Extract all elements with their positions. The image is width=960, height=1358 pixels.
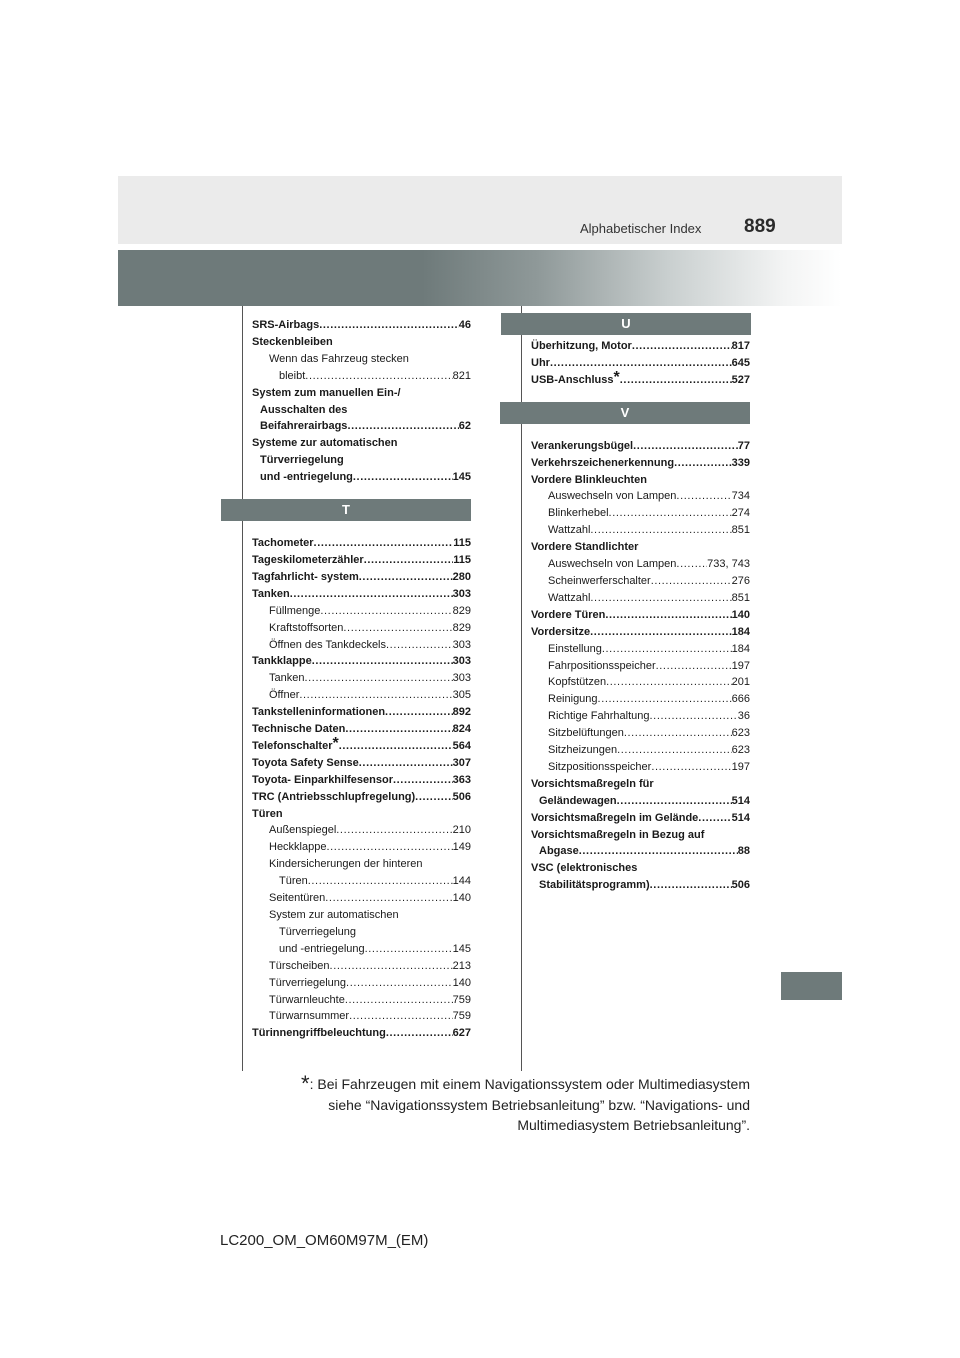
dot-leader bbox=[550, 355, 732, 372]
dot-leader bbox=[617, 793, 732, 810]
index-entry bbox=[252, 317, 471, 334]
dot-leader bbox=[579, 843, 738, 860]
dot-leader bbox=[330, 958, 453, 975]
index-entry bbox=[252, 334, 471, 351]
index-entry bbox=[252, 721, 471, 738]
index-entry-page: 303 bbox=[452, 587, 471, 600]
index-entry-page: 184 bbox=[731, 642, 750, 655]
index-entry-page: 145 bbox=[452, 471, 471, 484]
index-entry-term: Tanken bbox=[269, 672, 305, 685]
dot-leader bbox=[339, 738, 453, 755]
index-entry-term: Kopfstützen bbox=[548, 676, 607, 689]
index-entry bbox=[252, 856, 471, 873]
index-entry-page: 140 bbox=[731, 608, 750, 621]
dot-leader bbox=[349, 1008, 453, 1025]
index-entry-term: Wattzahl bbox=[548, 524, 591, 537]
index-entry bbox=[531, 691, 750, 708]
index-entry-term: Türscheiben bbox=[269, 959, 330, 972]
index-entry-page: 197 bbox=[731, 760, 750, 773]
index-entry-page: 307 bbox=[452, 756, 471, 769]
index-entry bbox=[531, 708, 750, 725]
dot-leader bbox=[674, 455, 732, 472]
index-entry bbox=[252, 839, 471, 856]
dot-leader bbox=[304, 670, 452, 687]
index-entry bbox=[252, 603, 471, 620]
section-title: Alphabetischer Index bbox=[580, 221, 702, 236]
index-entry-term: Öffner bbox=[269, 689, 300, 702]
index-entry-page: 645 bbox=[731, 356, 750, 369]
index-entry-term: USB-Anschluss bbox=[531, 373, 614, 386]
index-entry bbox=[531, 338, 750, 355]
index-entry bbox=[252, 535, 471, 552]
index-entry bbox=[531, 607, 750, 624]
index-entry bbox=[531, 658, 750, 675]
dot-leader bbox=[343, 620, 452, 637]
index-entry-term: Tachometer bbox=[252, 537, 314, 550]
footnote bbox=[270, 1071, 750, 1136]
header-band bbox=[118, 176, 842, 244]
index-entry bbox=[531, 793, 750, 810]
index-entry bbox=[252, 822, 471, 839]
index-entry-page: 339 bbox=[731, 456, 750, 469]
dot-leader bbox=[336, 822, 452, 839]
index-entry-term: Uhr bbox=[531, 356, 550, 369]
index-entry-term: Vordere Türen bbox=[531, 608, 606, 621]
index-entry bbox=[531, 505, 750, 522]
dot-leader bbox=[325, 890, 452, 907]
dot-leader bbox=[590, 590, 731, 607]
index-entry-term: Sitzbelüftungen bbox=[548, 727, 624, 740]
dot-leader bbox=[364, 552, 454, 569]
index-entry-term: Reinigung bbox=[548, 693, 598, 706]
index-entry-term: Geländewagen bbox=[539, 794, 617, 807]
dot-leader bbox=[651, 573, 732, 590]
index-entry-term: Füllmenge bbox=[269, 604, 321, 617]
index-entry-term: Außenspiegel bbox=[269, 824, 337, 837]
index-entry-term: Türwarnsummer bbox=[269, 1010, 350, 1023]
index-entry-term: Auswechseln von Lampen bbox=[548, 558, 677, 571]
index-entry bbox=[531, 674, 750, 691]
index-entry-page: 733, 743 bbox=[707, 558, 750, 571]
index-entry-term: Richtige Fahrhaltung bbox=[548, 710, 650, 723]
index-entry-term: Türverriegelung bbox=[260, 454, 344, 467]
index-entry bbox=[531, 641, 750, 658]
footnote-star: * bbox=[301, 1071, 310, 1096]
index-entry-page: 627 bbox=[452, 1027, 471, 1040]
index-entry bbox=[531, 877, 750, 894]
dot-leader bbox=[617, 742, 732, 759]
index-entry bbox=[252, 755, 471, 772]
index-entry-page: 197 bbox=[731, 659, 750, 672]
index-entry bbox=[252, 620, 471, 637]
index-entry-page: 734 bbox=[731, 490, 750, 503]
index-entry bbox=[531, 742, 750, 759]
index-entry-page: 514 bbox=[731, 811, 750, 824]
dot-leader bbox=[620, 372, 732, 389]
index-entry bbox=[252, 452, 471, 469]
index-entry-term: TRC (Antriebsschlupfregelung) bbox=[252, 790, 416, 803]
index-entry bbox=[531, 573, 750, 590]
index-entry-page: 115 bbox=[453, 537, 471, 550]
index-entry bbox=[531, 539, 750, 556]
index-entry bbox=[531, 556, 750, 573]
index-entry-term: Türverriegelung bbox=[269, 976, 347, 989]
index-column-right bbox=[531, 338, 750, 894]
dot-leader bbox=[299, 687, 452, 704]
index-entry bbox=[531, 860, 750, 877]
index-entry-page: 759 bbox=[452, 993, 471, 1006]
dot-leader bbox=[308, 873, 453, 890]
dot-leader bbox=[386, 637, 453, 654]
index-entry-term: Abgase bbox=[539, 845, 579, 858]
index-entry bbox=[252, 806, 471, 823]
letter-band-t: T bbox=[221, 499, 471, 521]
dot-leader bbox=[386, 1025, 453, 1042]
index-entry-page: 210 bbox=[452, 824, 471, 837]
index-entry-page: 564 bbox=[452, 739, 471, 752]
index-entry-term: Vorsichtsmaßregeln im Gelände bbox=[531, 811, 699, 824]
index-entry-page: 817 bbox=[731, 340, 750, 352]
index-entry-term: Öffnen des Tankdeckels bbox=[269, 638, 387, 651]
dot-leader bbox=[347, 418, 458, 435]
chapter-side-tab bbox=[781, 972, 842, 1000]
dot-leader bbox=[305, 368, 452, 385]
document-code: LC200_OM_OM60M97M_(EM) bbox=[220, 1232, 429, 1249]
index-entry bbox=[531, 759, 750, 776]
index-entry-page: 36 bbox=[737, 710, 750, 723]
index-entry bbox=[531, 472, 750, 489]
index-entry bbox=[252, 907, 471, 924]
index-entry-page: 821 bbox=[452, 369, 471, 382]
index-entry bbox=[252, 1008, 471, 1025]
dot-leader bbox=[385, 704, 453, 721]
index-entry-term: SRS-Airbags bbox=[252, 319, 320, 331]
dot-leader bbox=[598, 691, 732, 708]
dot-leader bbox=[624, 725, 732, 742]
index-entry-page: 305 bbox=[452, 689, 471, 702]
footnote-line-2: siehe “Navigationssystem Betriebsanleitung” bzw. “Navigations- und bbox=[328, 1096, 750, 1113]
index-entry bbox=[252, 469, 471, 486]
index-entry bbox=[252, 975, 471, 992]
index-entry-page: 276 bbox=[731, 574, 750, 587]
index-entry-page: 303 bbox=[452, 672, 471, 685]
index-entry bbox=[531, 455, 750, 472]
dot-leader bbox=[605, 607, 731, 624]
index-entry-term: und -entriegelung bbox=[279, 942, 365, 955]
dot-leader bbox=[676, 488, 731, 505]
index-entry bbox=[252, 435, 471, 452]
index-entry bbox=[252, 941, 471, 958]
index-entry-term: bleibt bbox=[279, 369, 306, 382]
index-entry bbox=[252, 890, 471, 907]
dot-leader bbox=[656, 658, 732, 675]
index-entry-term: und -entriegelung bbox=[260, 471, 353, 484]
index-entry-term: Blinkerhebel bbox=[548, 507, 609, 520]
index-entry-page: 851 bbox=[731, 524, 750, 537]
index-entry-page: 62 bbox=[458, 420, 471, 433]
index-entry-page: 829 bbox=[452, 621, 471, 634]
dot-leader bbox=[353, 469, 453, 486]
index-entry-term: Scheinwerferschalter bbox=[548, 574, 651, 587]
index-entry-term: Tankklappe bbox=[252, 655, 312, 668]
index-entry bbox=[252, 586, 471, 603]
index-entry-term: Telefonschalter bbox=[252, 739, 333, 752]
index-entry bbox=[252, 1025, 471, 1042]
index-entry bbox=[252, 552, 471, 569]
dot-leader bbox=[609, 505, 732, 522]
index-entry-page: 303 bbox=[452, 655, 471, 668]
index-entry-term: Türinnengriffbeleuchtung bbox=[252, 1027, 386, 1040]
index-entry-page: 506 bbox=[731, 879, 750, 892]
dot-leader bbox=[590, 522, 731, 539]
index-entry bbox=[531, 438, 750, 455]
index-entry-term: Kindersicherungen der hinteren bbox=[269, 858, 423, 871]
index-entry-term: Verkehrszeichenerkennung bbox=[531, 456, 675, 469]
dot-leader bbox=[319, 317, 459, 334]
index-entry-page: 759 bbox=[452, 1010, 471, 1023]
dot-leader bbox=[365, 941, 453, 958]
index-entry bbox=[252, 772, 471, 789]
page-number: 889 bbox=[744, 216, 776, 237]
dot-leader bbox=[606, 674, 732, 691]
dot-leader bbox=[359, 569, 453, 586]
index-entry bbox=[252, 687, 471, 704]
dot-leader bbox=[290, 586, 453, 603]
index-entry bbox=[252, 958, 471, 975]
index-entry bbox=[531, 488, 750, 505]
index-entry bbox=[252, 402, 471, 419]
footnote-line-3: Multimediasystem Betriebsanleitung”. bbox=[517, 1117, 750, 1133]
index-entry-term: Heckklappe bbox=[269, 841, 327, 854]
index-entry bbox=[531, 355, 750, 372]
dot-leader bbox=[602, 641, 732, 658]
index-entry-page: 506 bbox=[452, 790, 471, 803]
index-entry-page: 892 bbox=[452, 706, 471, 719]
dot-leader bbox=[676, 556, 707, 573]
index-entry-term: Kraftstoffsorten bbox=[269, 621, 344, 634]
index-entry bbox=[252, 385, 471, 402]
dot-leader bbox=[590, 624, 732, 641]
letter-band-v: V bbox=[500, 402, 750, 424]
index-entry bbox=[252, 704, 471, 721]
index-entry bbox=[252, 924, 471, 941]
header-gradient-bar bbox=[118, 250, 842, 306]
index-entry-term: Türen bbox=[252, 807, 283, 820]
dot-leader bbox=[698, 810, 731, 827]
dot-leader bbox=[320, 603, 452, 620]
index-entry-term: Türwarnleuchte bbox=[269, 993, 345, 1006]
index-entry-term: Fahrpositionsspeicher bbox=[548, 659, 656, 672]
index-entry-page: 213 bbox=[452, 959, 471, 972]
index-entry-term: System zur automatischen bbox=[269, 909, 399, 921]
index-entry-term: Vorsichtsmaßregeln für bbox=[531, 777, 654, 790]
index-entry-page: 527 bbox=[731, 373, 750, 386]
dot-leader bbox=[346, 975, 453, 992]
index-entry-page: 115 bbox=[453, 553, 471, 566]
index-entry bbox=[531, 725, 750, 742]
dot-leader bbox=[632, 338, 732, 355]
index-entry: Telefonschalter * ..... 564 bbox=[252, 738, 471, 755]
index-entry-page: 514 bbox=[731, 794, 750, 807]
dot-leader bbox=[359, 755, 453, 772]
index-entry-page: 623 bbox=[731, 727, 750, 740]
index-entry bbox=[252, 873, 471, 890]
index-entry-term: Tanken bbox=[252, 587, 290, 600]
index-entry bbox=[252, 653, 471, 670]
index-entry-term: System zum manuellen Ein-/ bbox=[252, 386, 401, 399]
index-entry-term: Wattzahl bbox=[548, 591, 591, 604]
index-entry-term: Wenn das Fahrzeug stecken bbox=[269, 352, 409, 365]
index-entry-term: Sitzpositionsspeicher bbox=[548, 760, 652, 773]
index-entry-page: 144 bbox=[452, 875, 471, 888]
index-column-left bbox=[252, 317, 471, 1042]
index-entry-term: Vordersitze bbox=[531, 625, 591, 638]
dot-leader bbox=[345, 992, 453, 1009]
index-entry-page: 149 bbox=[452, 841, 471, 854]
letter-section-spacer bbox=[252, 486, 471, 535]
dot-leader bbox=[345, 721, 452, 738]
index-entry-term: Tagfahrlicht- system bbox=[252, 570, 359, 583]
index-entry-term: Steckenbleiben bbox=[252, 335, 333, 348]
index-entry-term: VSC (elektronisches bbox=[531, 862, 638, 875]
dot-leader bbox=[312, 653, 453, 670]
index-entry-page: 145 bbox=[452, 942, 471, 955]
index-entry bbox=[252, 351, 471, 368]
index-entry-term: Türverriegelung bbox=[279, 925, 357, 938]
index-entry bbox=[531, 827, 750, 844]
index-entry-term: Toyota Safety Sense bbox=[252, 756, 359, 769]
dot-leader bbox=[650, 877, 732, 894]
index-entry bbox=[531, 810, 750, 827]
index-entry-term: Vordere Blinkleuchten bbox=[531, 473, 647, 486]
index-entry-term: Vordere Standlichter bbox=[531, 541, 639, 554]
index-entry-page: 46 bbox=[458, 319, 471, 331]
index-entry-page: 303 bbox=[452, 638, 471, 651]
index-entry bbox=[531, 776, 750, 793]
index-entry-term: Systeme zur automatischen bbox=[252, 437, 398, 450]
index-entry-page: 77 bbox=[737, 439, 750, 452]
index-entry-term: Tankstelleninformationen bbox=[252, 706, 386, 719]
index-entry bbox=[252, 637, 471, 654]
dot-leader bbox=[393, 772, 453, 789]
index-entry bbox=[252, 992, 471, 1009]
index-entry bbox=[252, 368, 471, 385]
index-entry-term: Ausschalten des bbox=[260, 403, 348, 416]
index-entry-term: Türen bbox=[279, 875, 308, 888]
index-entry-term: Sitzheizungen bbox=[548, 744, 618, 757]
index-entry-term: Überhitzung, Motor bbox=[531, 340, 632, 352]
index-entry bbox=[531, 590, 750, 607]
index-entry-term: Toyota- Einparkhilfesensor bbox=[252, 773, 393, 786]
left-column-rule bbox=[242, 306, 243, 1071]
dot-leader bbox=[314, 535, 454, 552]
index-entry bbox=[252, 789, 471, 806]
index-entry-term: Beifahrerairbags bbox=[260, 420, 348, 433]
index-entry-page: 623 bbox=[731, 744, 750, 757]
index-entry-page: 363 bbox=[452, 773, 471, 786]
letter-section-spacer bbox=[531, 389, 750, 438]
index-entry bbox=[531, 624, 750, 641]
index-entry-page: 666 bbox=[731, 693, 750, 706]
index-entry-page: 829 bbox=[452, 604, 471, 617]
index-entry-term: Tageskilometerzähler bbox=[252, 553, 364, 566]
dot-leader bbox=[633, 438, 738, 455]
index-entry: USB-Anschluss * ..... 527 bbox=[531, 372, 750, 389]
index-entry-page: 851 bbox=[731, 591, 750, 604]
index-entry-page: 201 bbox=[731, 676, 750, 689]
index-entry bbox=[252, 569, 471, 586]
index-entry-term: Seitentüren bbox=[269, 892, 326, 905]
footnote-line-1: : Bei Fahrzeugen mit einem Navigationssystem oder Multimediasystem bbox=[309, 1076, 750, 1092]
index-entry-term: Auswechseln von Lampen bbox=[548, 490, 677, 503]
letter-band-u: U bbox=[501, 313, 751, 335]
dot-leader bbox=[650, 708, 738, 725]
index-entry-term: Technische Daten bbox=[252, 723, 346, 736]
index-entry-page: 140 bbox=[452, 892, 471, 905]
index-entry bbox=[252, 418, 471, 435]
index-entry-page: 280 bbox=[452, 570, 471, 583]
index-entry bbox=[252, 670, 471, 687]
index-entry-term: Stabilitätsprogramm) bbox=[539, 879, 650, 892]
index-entry-page: 88 bbox=[737, 845, 750, 858]
index-entry-term: Einstellung bbox=[548, 642, 602, 655]
index-entry-page: 274 bbox=[731, 507, 750, 520]
dot-leader bbox=[326, 839, 452, 856]
index-entry-term: Vorsichtsmaßregeln in Bezug auf bbox=[531, 828, 705, 841]
dot-leader bbox=[415, 789, 452, 806]
index-entry-page: 824 bbox=[452, 723, 471, 736]
index-entry bbox=[531, 522, 750, 539]
dot-leader bbox=[651, 759, 731, 776]
index-entry bbox=[531, 843, 750, 860]
index-entry-page: 184 bbox=[731, 625, 750, 638]
index-entry-term: Verankerungsbügel bbox=[531, 439, 634, 452]
index-entry-page: 140 bbox=[452, 976, 471, 989]
